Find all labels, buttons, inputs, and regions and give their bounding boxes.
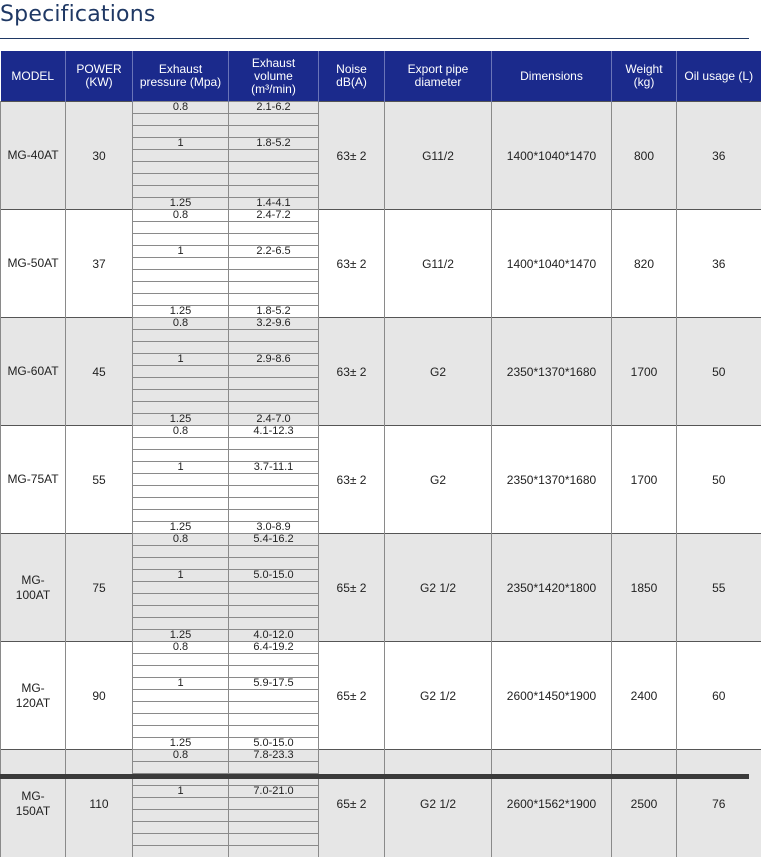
- cell-exhaust-volume: [229, 402, 319, 414]
- cell-exhaust-volume: [229, 546, 319, 558]
- cell-exhaust-volume: [229, 222, 319, 234]
- cell-exhaust-volume: 7.0-21.0: [229, 786, 319, 798]
- cell-exhaust-pressure: 0.8: [133, 534, 229, 546]
- cell-exhaust-volume: [229, 594, 319, 606]
- cell-weight: 1850: [612, 534, 677, 642]
- cell-exhaust-pressure: 0.8: [133, 642, 229, 654]
- cell-exhaust-volume: [229, 114, 319, 126]
- specifications-table-container: [0, 51, 749, 779]
- cell-power: 55: [66, 426, 133, 534]
- cell-dimensions: 2600*1562*1900: [492, 750, 612, 857]
- cell-exhaust-pressure: [133, 474, 229, 486]
- specifications-table: [0, 51, 761, 857]
- cell-export-pipe: G11/2: [385, 102, 492, 210]
- cell-export-pipe: G2 1/2: [385, 750, 492, 857]
- cell-exhaust-volume: 4.1-12.3: [229, 426, 319, 438]
- cell-exhaust-volume: [229, 702, 319, 714]
- cell-export-pipe: G11/2: [385, 210, 492, 318]
- cell-exhaust-volume: 1.8-5.2: [229, 306, 319, 318]
- cell-exhaust-volume: [229, 714, 319, 726]
- cell-exhaust-pressure: [133, 282, 229, 294]
- cell-weight: 1700: [612, 426, 677, 534]
- cell-exhaust-pressure: [133, 186, 229, 198]
- header-noise: Noise dB(A): [319, 51, 385, 102]
- cell-dimensions: 2350*1420*1800: [492, 534, 612, 642]
- cell-exhaust-volume: [229, 798, 319, 810]
- cell-exhaust-volume: 2.4-7.0: [229, 414, 319, 426]
- cell-exhaust-pressure: [133, 126, 229, 138]
- cell-exhaust-volume: [229, 390, 319, 402]
- table-header: [1, 51, 761, 102]
- cell-model: MG- 120AT: [1, 642, 66, 750]
- cell-exhaust-volume: [229, 342, 319, 354]
- cell-exhaust-pressure: [133, 150, 229, 162]
- cell-exhaust-pressure: [133, 834, 229, 846]
- cell-exhaust-volume: [229, 438, 319, 450]
- cell-model: MG-60AT: [1, 318, 66, 426]
- cell-exhaust-volume: [229, 150, 319, 162]
- cell-exhaust-volume: [229, 726, 319, 738]
- cell-exhaust-pressure: [133, 294, 229, 306]
- cell-exhaust-pressure: [133, 174, 229, 186]
- table-row: [1, 102, 761, 114]
- cell-exhaust-pressure: [133, 330, 229, 342]
- cell-exhaust-volume: [229, 666, 319, 678]
- cell-power: 75: [66, 534, 133, 642]
- cell-noise: 65± 2: [319, 642, 385, 750]
- cell-power: 37: [66, 210, 133, 318]
- cell-power: 90: [66, 642, 133, 750]
- cell-exhaust-pressure: [133, 114, 229, 126]
- cell-exhaust-volume: 2.4-7.2: [229, 210, 319, 222]
- cell-exhaust-pressure: 1: [133, 462, 229, 474]
- table-row: [1, 534, 761, 546]
- cell-exhaust-pressure: [133, 798, 229, 810]
- cell-exhaust-pressure: [133, 498, 229, 510]
- cell-exhaust-volume: 2.2-6.5: [229, 246, 319, 258]
- cell-exhaust-volume: [229, 450, 319, 462]
- cell-exhaust-volume: [229, 378, 319, 390]
- cell-weight: 820: [612, 210, 677, 318]
- header-exhaust-pressure: Exhaust pressure (Mpa): [133, 51, 229, 102]
- cell-exhaust-volume: [229, 474, 319, 486]
- cell-exhaust-pressure: [133, 258, 229, 270]
- cell-exhaust-volume: [229, 126, 319, 138]
- cell-exhaust-volume: [229, 558, 319, 570]
- cell-exhaust-pressure: 1.25: [133, 630, 229, 642]
- cell-exhaust-pressure: [133, 666, 229, 678]
- cell-exhaust-pressure: 1: [133, 570, 229, 582]
- cell-exhaust-pressure: [133, 846, 229, 857]
- table-body: [1, 102, 761, 857]
- cell-oil-usage: 50: [677, 426, 761, 534]
- cell-exhaust-pressure: [133, 450, 229, 462]
- cell-export-pipe: G2 1/2: [385, 642, 492, 750]
- cell-model: MG-75AT: [1, 426, 66, 534]
- cell-exhaust-pressure: [133, 606, 229, 618]
- cell-noise: 65± 2: [319, 750, 385, 857]
- cell-exhaust-volume: [229, 186, 319, 198]
- cell-exhaust-pressure: [133, 582, 229, 594]
- cell-noise: 63± 2: [319, 102, 385, 210]
- cell-exhaust-pressure: [133, 366, 229, 378]
- cell-exhaust-volume: 5.0-15.0: [229, 738, 319, 750]
- cell-exhaust-pressure: [133, 810, 229, 822]
- cell-exhaust-volume: [229, 510, 319, 522]
- cell-export-pipe: G2: [385, 318, 492, 426]
- cell-exhaust-pressure: [133, 342, 229, 354]
- cell-noise: 63± 2: [319, 210, 385, 318]
- cell-exhaust-volume: [229, 270, 319, 282]
- cell-exhaust-pressure: 1: [133, 246, 229, 258]
- cell-exhaust-pressure: [133, 618, 229, 630]
- cell-exhaust-volume: [229, 846, 319, 857]
- cell-exhaust-pressure: [133, 822, 229, 834]
- cell-dimensions: 2600*1450*1900: [492, 642, 612, 750]
- cell-exhaust-pressure: 0.8: [133, 102, 229, 114]
- cell-exhaust-pressure: [133, 546, 229, 558]
- header-exhaust-volume: Exhaust volume (m³/min): [229, 51, 319, 102]
- cell-weight: 2400: [612, 642, 677, 750]
- cell-exhaust-pressure: [133, 702, 229, 714]
- cell-exhaust-volume: [229, 690, 319, 702]
- cell-exhaust-pressure: [133, 486, 229, 498]
- cell-exhaust-volume: 1.4-4.1: [229, 198, 319, 210]
- cell-exhaust-volume: [229, 162, 319, 174]
- cell-exhaust-pressure: 1.25: [133, 738, 229, 750]
- cell-exhaust-volume: [229, 606, 319, 618]
- cell-oil-usage: 55: [677, 534, 761, 642]
- cell-exhaust-pressure: [133, 594, 229, 606]
- table-row: [1, 318, 761, 330]
- header-weight: Weight (kg): [612, 51, 677, 102]
- cell-exhaust-pressure: 0.8: [133, 750, 229, 762]
- cell-dimensions: 1400*1040*1470: [492, 102, 612, 210]
- header-dimensions: Dimensions: [492, 51, 612, 102]
- cell-exhaust-volume: 3.7-11.1: [229, 462, 319, 474]
- cell-oil-usage: 60: [677, 642, 761, 750]
- cell-exhaust-pressure: 1.25: [133, 198, 229, 210]
- cell-exhaust-pressure: [133, 762, 229, 774]
- header-model: MODEL: [1, 51, 66, 102]
- table-row: [1, 642, 761, 654]
- cell-exhaust-pressure: [133, 714, 229, 726]
- cell-exhaust-volume: 2.1-6.2: [229, 102, 319, 114]
- cell-exhaust-volume: 4.0-12.0: [229, 630, 319, 642]
- cell-power: 45: [66, 318, 133, 426]
- cell-noise: 65± 2: [319, 534, 385, 642]
- cell-exhaust-pressure: [133, 690, 229, 702]
- cell-exhaust-volume: 1.8-5.2: [229, 138, 319, 150]
- cell-noise: 63± 2: [319, 426, 385, 534]
- cell-exhaust-pressure: [133, 270, 229, 282]
- cell-exhaust-pressure: [133, 234, 229, 246]
- header-power: POWER (KW): [66, 51, 133, 102]
- cell-exhaust-volume: [229, 174, 319, 186]
- cell-exhaust-volume: [229, 654, 319, 666]
- cell-exhaust-pressure: [133, 390, 229, 402]
- cell-exhaust-volume: [229, 618, 319, 630]
- cell-exhaust-pressure: 1: [133, 354, 229, 366]
- cell-exhaust-pressure: [133, 378, 229, 390]
- cell-exhaust-volume: 5.0-15.0: [229, 570, 319, 582]
- cell-model: MG- 100AT: [1, 534, 66, 642]
- cell-exhaust-volume: 5.9-17.5: [229, 678, 319, 690]
- cell-exhaust-pressure: 1: [133, 138, 229, 150]
- cell-exhaust-pressure: [133, 654, 229, 666]
- cell-exhaust-pressure: 1: [133, 786, 229, 798]
- cell-exhaust-volume: [229, 366, 319, 378]
- cell-model: MG-50AT: [1, 210, 66, 318]
- cell-exhaust-volume: 2.9-8.6: [229, 354, 319, 366]
- table-row: [1, 426, 761, 438]
- cell-exhaust-pressure: 0.8: [133, 426, 229, 438]
- cell-exhaust-volume: [229, 486, 319, 498]
- cell-exhaust-pressure: [133, 726, 229, 738]
- cell-power: 30: [66, 102, 133, 210]
- header-row: [1, 51, 761, 102]
- cell-oil-usage: 50: [677, 318, 761, 426]
- cell-exhaust-volume: 5.4-16.2: [229, 534, 319, 546]
- cell-exhaust-pressure: 0.8: [133, 210, 229, 222]
- cell-power: 110: [66, 750, 133, 857]
- header-export-pipe: Export pipe diameter: [385, 51, 492, 102]
- cell-exhaust-volume: 7.8-23.3: [229, 750, 319, 762]
- cell-exhaust-pressure: [133, 558, 229, 570]
- cell-dimensions: 2350*1370*1680: [492, 426, 612, 534]
- cell-oil-usage: 36: [677, 210, 761, 318]
- cell-model: MG- 150AT: [1, 750, 66, 857]
- cell-exhaust-pressure: 1: [133, 678, 229, 690]
- cell-exhaust-pressure: 0.8: [133, 318, 229, 330]
- cell-exhaust-pressure: [133, 222, 229, 234]
- cell-exhaust-volume: [229, 258, 319, 270]
- cell-exhaust-volume: [229, 762, 319, 774]
- cell-exhaust-pressure: [133, 438, 229, 450]
- cell-exhaust-volume: [229, 834, 319, 846]
- cell-exhaust-volume: [229, 498, 319, 510]
- cell-exhaust-volume: 3.0-8.9: [229, 522, 319, 534]
- cell-weight: 800: [612, 102, 677, 210]
- cell-exhaust-volume: [229, 810, 319, 822]
- cell-exhaust-volume: 3.2-9.6: [229, 318, 319, 330]
- cell-exhaust-volume: [229, 582, 319, 594]
- table-row: [1, 750, 761, 762]
- cell-exhaust-pressure: 1.25: [133, 522, 229, 534]
- cell-exhaust-volume: [229, 234, 319, 246]
- cell-noise: 63± 2: [319, 318, 385, 426]
- cell-exhaust-volume: 6.4-19.2: [229, 642, 319, 654]
- cell-exhaust-volume: [229, 330, 319, 342]
- cell-exhaust-volume: [229, 282, 319, 294]
- cell-weight: 1700: [612, 318, 677, 426]
- cell-exhaust-volume: [229, 294, 319, 306]
- cell-exhaust-pressure: [133, 510, 229, 522]
- page-title: Specifications: [0, 2, 156, 27]
- title-divider: [0, 38, 749, 39]
- cell-exhaust-pressure: [133, 402, 229, 414]
- cell-oil-usage: 36: [677, 102, 761, 210]
- cell-export-pipe: G2: [385, 426, 492, 534]
- cell-exhaust-volume: [229, 822, 319, 834]
- cell-exhaust-pressure: 1.25: [133, 414, 229, 426]
- cell-oil-usage: 76: [677, 750, 761, 857]
- bottom-edge-bar: [0, 774, 749, 779]
- cell-exhaust-pressure: 1.25: [133, 306, 229, 318]
- cell-model: MG-40AT: [1, 102, 66, 210]
- table-row: [1, 210, 761, 222]
- cell-dimensions: 2350*1370*1680: [492, 318, 612, 426]
- cell-weight: 2500: [612, 750, 677, 857]
- cell-exhaust-pressure: [133, 162, 229, 174]
- cell-export-pipe: G2 1/2: [385, 534, 492, 642]
- header-oil-usage: Oil usage (L): [677, 51, 761, 102]
- cell-dimensions: 1400*1040*1470: [492, 210, 612, 318]
